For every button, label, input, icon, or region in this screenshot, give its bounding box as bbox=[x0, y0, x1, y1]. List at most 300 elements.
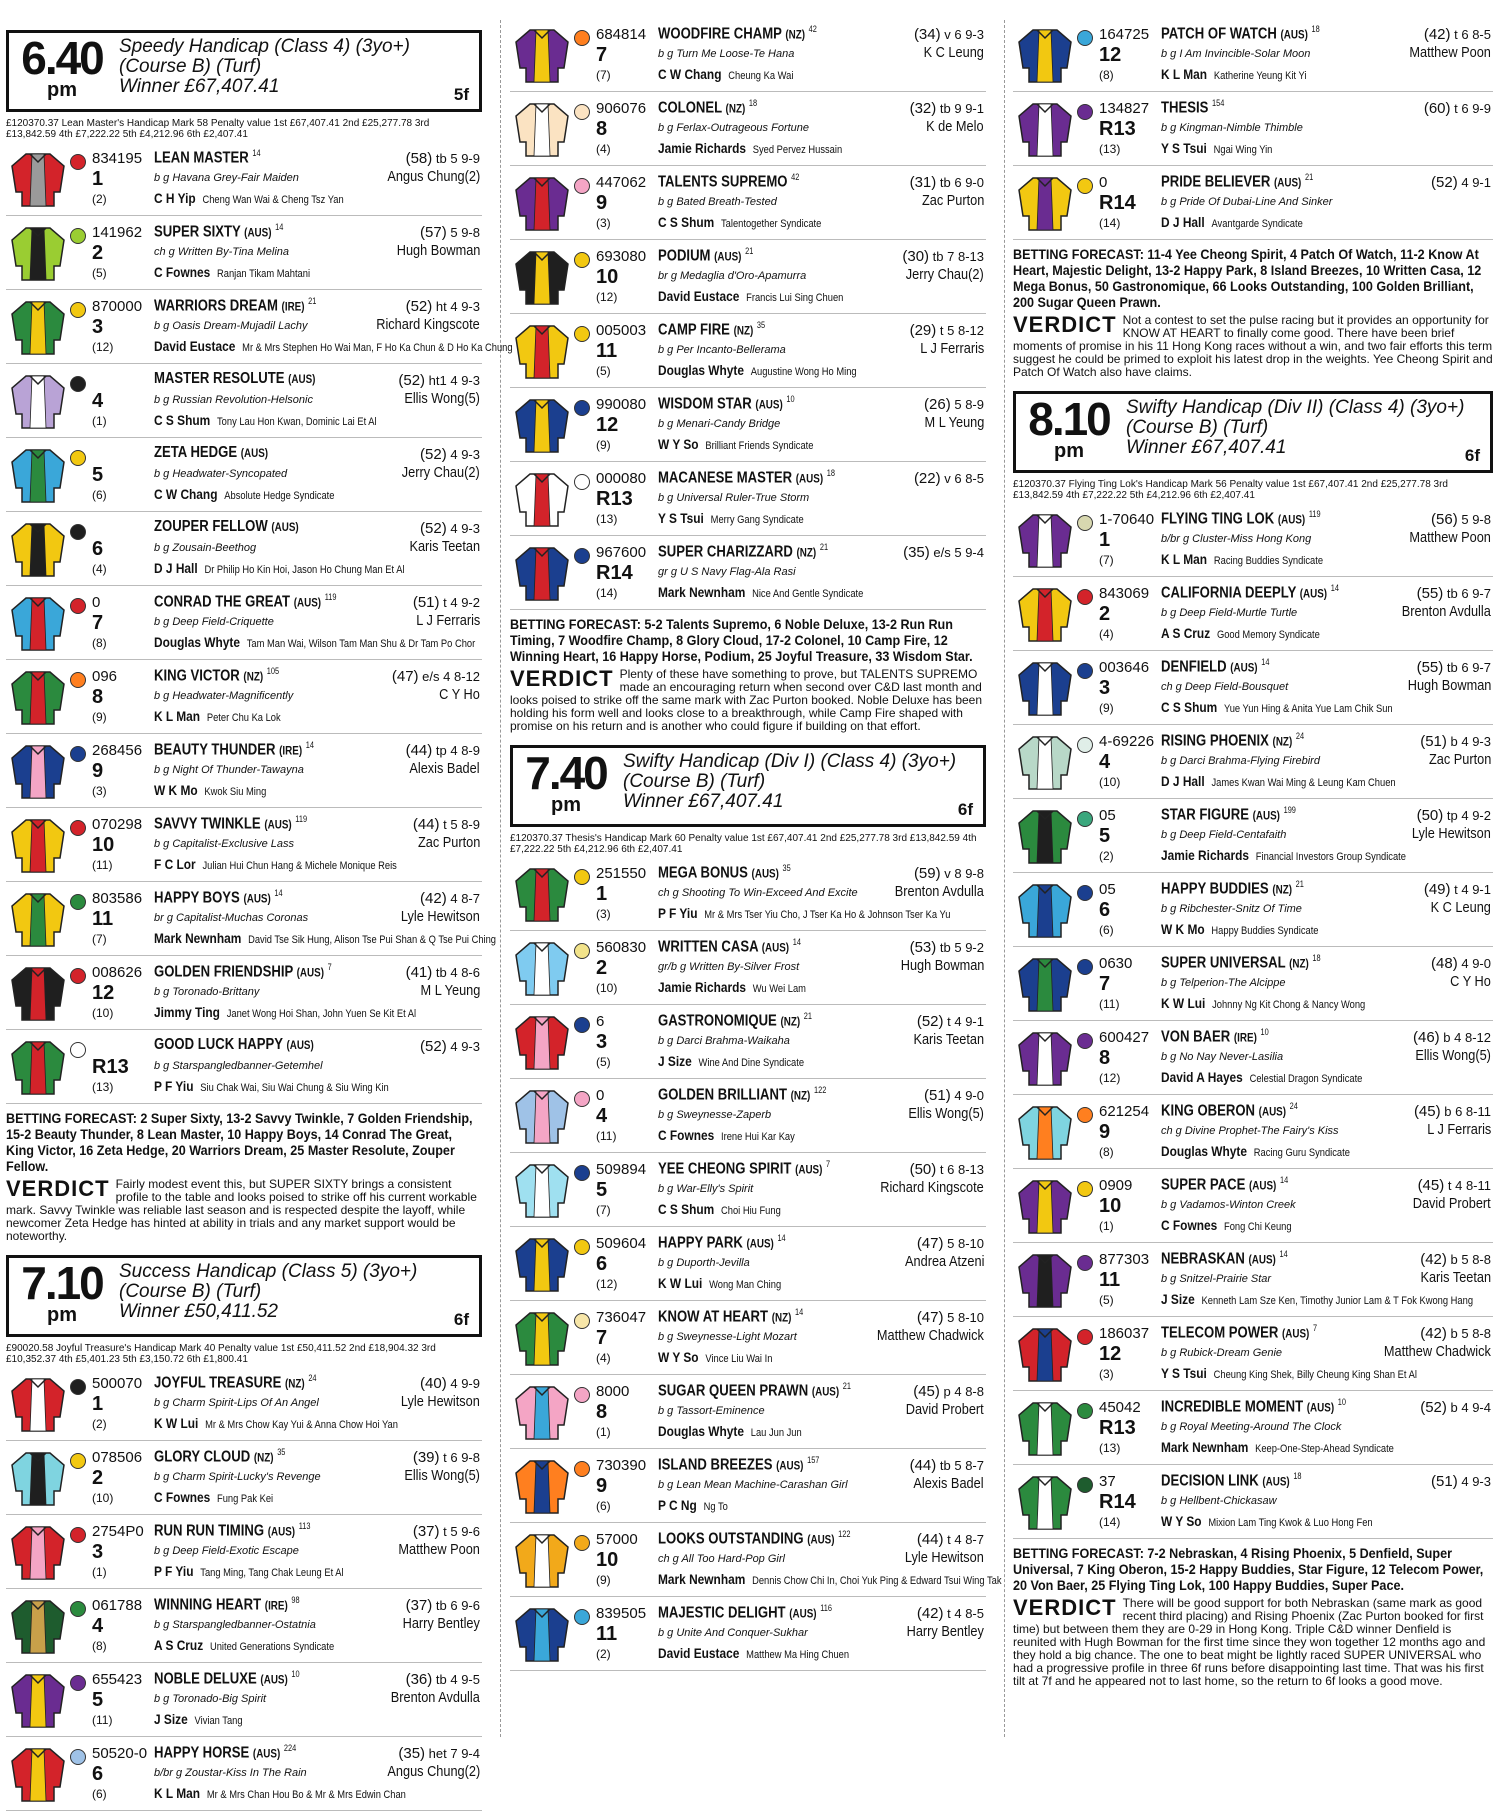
cap-icon bbox=[70, 1042, 86, 1058]
days-since-run: 14 bbox=[305, 740, 314, 750]
jockey-silks-icon bbox=[8, 888, 68, 948]
runner-row bbox=[510, 92, 986, 166]
days-since-run: 18 bbox=[826, 468, 835, 478]
barrier-draw: (2) bbox=[1099, 849, 1114, 863]
trainer-text: Jamie Richards bbox=[1161, 847, 1249, 863]
age-weight: tb 6 9-7 bbox=[1446, 586, 1491, 601]
owner-name: Financial Investors Group Syndicate bbox=[1255, 851, 1406, 863]
saddle-cloth-number: 5 bbox=[1099, 825, 1111, 847]
barrier-draw: (8) bbox=[92, 636, 107, 650]
days-since-run: 199 bbox=[1283, 805, 1296, 815]
form-figures: 005003 bbox=[596, 322, 647, 339]
trainer-text: P F Yiu bbox=[658, 905, 698, 921]
days-since-run: 14 bbox=[1279, 1249, 1288, 1259]
jockey-silks-icon bbox=[512, 24, 572, 84]
barrier-draw: (4) bbox=[596, 142, 611, 156]
barrier-draw: (8) bbox=[1099, 1145, 1114, 1159]
owner-name: Yue Yun Hing & Anita Yue Lam Chik Sun bbox=[1224, 703, 1393, 715]
official-rating: (51) bbox=[924, 1087, 951, 1104]
horse-name bbox=[154, 296, 316, 315]
days-since-run: 119 bbox=[324, 592, 337, 602]
rating-age-weight bbox=[1431, 955, 1491, 972]
age-weight: b 5 8-8 bbox=[1450, 1326, 1491, 1341]
saddle-cloth-number: R14 bbox=[596, 562, 633, 584]
trainer-text: David Eustace bbox=[154, 338, 236, 354]
official-rating: (52) bbox=[1420, 1399, 1447, 1416]
verdict bbox=[6, 1178, 482, 1243]
horse-name bbox=[154, 148, 261, 167]
rating-age-weight bbox=[1417, 807, 1491, 824]
age-weight: 4 9-3 bbox=[1461, 1474, 1491, 1489]
saddle-cloth-number: 2 bbox=[92, 242, 104, 264]
days-since-run: 10 bbox=[291, 1669, 300, 1679]
official-rating: (32) bbox=[909, 100, 937, 117]
runner-row bbox=[6, 438, 482, 512]
cap-icon bbox=[1077, 1477, 1093, 1493]
jockey-name: Zac Purton bbox=[417, 834, 480, 851]
horse-name-text: TALENTS SUPREMO bbox=[658, 173, 788, 191]
cap-icon bbox=[574, 104, 590, 120]
horse-name bbox=[658, 98, 757, 117]
horse-name-text: DENFIELD bbox=[1161, 658, 1227, 676]
rating-age-weight bbox=[420, 224, 480, 241]
verdict bbox=[1013, 1597, 1493, 1688]
horse-name-text: SUPER SIXTY bbox=[154, 223, 241, 241]
age-weight: b 4 8-12 bbox=[1443, 1030, 1491, 1045]
jockey-silks-icon bbox=[8, 1743, 68, 1803]
jockey-silks-icon bbox=[1015, 1397, 1075, 1457]
cap-icon bbox=[1077, 104, 1093, 120]
barrier-draw: (12) bbox=[1099, 1071, 1121, 1085]
jockey-name: Ellis Wong(5) bbox=[404, 390, 480, 407]
rating-age-weight bbox=[917, 1013, 984, 1030]
race-distance: 6f bbox=[957, 800, 973, 819]
jockey-name: Lyle Hewitson bbox=[401, 1393, 480, 1410]
rating-age-weight bbox=[910, 1457, 984, 1474]
horse-country: (NZ) bbox=[790, 1088, 811, 1103]
jockey-name: Harry Bentley bbox=[906, 1623, 984, 1640]
cap-icon bbox=[70, 1453, 86, 1469]
saddle-cloth-number: 3 bbox=[1099, 677, 1111, 699]
trainer-text: K W Lui bbox=[658, 1275, 703, 1291]
barrier-draw: (5) bbox=[1099, 1293, 1114, 1307]
jockey-name: Andrea Atzeni bbox=[904, 1253, 984, 1270]
saddle-cloth-number: 7 bbox=[1099, 973, 1111, 995]
barrier-draw: (14) bbox=[596, 586, 618, 600]
age-weight: p 4 8-8 bbox=[943, 1384, 984, 1399]
official-rating: (36) bbox=[405, 1671, 433, 1688]
trainer-name bbox=[658, 214, 821, 230]
trainer-name bbox=[154, 782, 266, 798]
owner-name: Fong Chi Keung bbox=[1224, 1221, 1292, 1233]
jockey-silks-icon bbox=[8, 1595, 68, 1655]
breeding: b g Deep Field-Centafaith bbox=[1161, 829, 1287, 841]
owner-name: Brilliant Friends Syndicate bbox=[705, 440, 814, 452]
form-figures: 061788 bbox=[92, 1597, 143, 1614]
saddle-cloth-number: R13 bbox=[596, 488, 633, 510]
trainer-name bbox=[154, 1489, 273, 1505]
trainer-text: W K Mo bbox=[154, 782, 198, 798]
cap-icon bbox=[1077, 1255, 1093, 1271]
horse-name-text: SUPER UNIVERSAL bbox=[1161, 954, 1286, 972]
official-rating: (37) bbox=[405, 1597, 433, 1614]
trainer-name bbox=[154, 1004, 416, 1020]
breeding: b g Bated Breath-Tested bbox=[658, 196, 777, 208]
horse-name-text: SUGAR QUEEN PRAWN bbox=[658, 1382, 809, 1400]
trainer-text: F C Lor bbox=[154, 856, 196, 872]
horse-country: (AUS) bbox=[1252, 808, 1280, 823]
cap-icon bbox=[574, 1535, 590, 1551]
form-figures: 0909 bbox=[1099, 1177, 1133, 1194]
horse-country: (NZ) bbox=[771, 1310, 792, 1325]
jockey-silks-icon bbox=[512, 246, 572, 306]
rating-age-weight bbox=[917, 1309, 984, 1326]
horse-name-text: WINNING HEART bbox=[154, 1596, 262, 1614]
jockey-silks-icon bbox=[1015, 583, 1075, 643]
owner-name: Keep-One-Step-Ahead Syndicate bbox=[1255, 1443, 1394, 1455]
trainer-name bbox=[154, 1637, 334, 1653]
horse-name bbox=[1161, 1397, 1346, 1416]
owner-name: Absolute Hedge Syndicate bbox=[224, 490, 335, 502]
breeding: b/br g Zoustar-Kiss In The Rain bbox=[154, 1767, 307, 1779]
barrier-draw: (6) bbox=[92, 488, 107, 502]
jockey-silks-icon bbox=[1015, 98, 1075, 158]
race-header bbox=[510, 745, 986, 827]
runner-row bbox=[510, 1375, 986, 1449]
breeding: b g Turn Me Loose-Te Hana bbox=[658, 48, 795, 60]
days-since-run: 122 bbox=[838, 1529, 851, 1539]
breeding: b g Menari-Candy Bridge bbox=[658, 418, 781, 430]
days-since-run: 18 bbox=[1312, 953, 1321, 963]
saddle-cloth-number: 1 bbox=[596, 883, 608, 905]
runner-row bbox=[6, 734, 482, 808]
saddle-cloth-number: 10 bbox=[92, 834, 115, 856]
horse-name bbox=[154, 1595, 300, 1614]
jockey-silks-icon bbox=[8, 666, 68, 726]
breeding: b g Ribchester-Snitz Of Time bbox=[1161, 903, 1302, 915]
days-since-run: 10 bbox=[1337, 1397, 1346, 1407]
trainer-name bbox=[658, 140, 842, 156]
owner-name: Racing Buddies Syndicate bbox=[1213, 555, 1324, 567]
owner-name: Ng To bbox=[703, 1501, 728, 1513]
horse-name bbox=[1161, 509, 1321, 528]
horse-name bbox=[154, 1521, 310, 1540]
form-figures: 6 bbox=[596, 1013, 605, 1030]
runner-row bbox=[510, 314, 986, 388]
trainer-text: David A Hayes bbox=[1161, 1069, 1243, 1085]
days-since-run: 42 bbox=[791, 172, 800, 182]
horse-country: (AUS) bbox=[243, 891, 271, 906]
race-name: Swifty Handicap (Div II) (Class 4) (3yo+) (Course B) (Turf) bbox=[1126, 397, 1465, 438]
days-since-run: 21 bbox=[1295, 879, 1304, 889]
jockey-silks-icon bbox=[512, 1233, 572, 1293]
horse-country: (AUS) bbox=[1282, 1326, 1310, 1341]
runner-row bbox=[6, 586, 482, 660]
jockey-silks-icon bbox=[1015, 879, 1075, 939]
runner-row bbox=[1013, 1095, 1493, 1169]
rating-age-weight bbox=[1420, 1251, 1491, 1268]
form-figures: 1-70640 bbox=[1099, 511, 1155, 528]
trainer-text: Douglas Whyte bbox=[658, 1423, 744, 1439]
jockey-silks-icon bbox=[1015, 509, 1075, 569]
age-weight: b 4 9-3 bbox=[1450, 734, 1491, 749]
race-time-number: 6.40 bbox=[21, 32, 103, 84]
form-figures: 0 bbox=[596, 1087, 605, 1104]
horse-name-text: STAR FIGURE bbox=[1161, 806, 1249, 824]
rating-age-weight bbox=[910, 1161, 984, 1178]
trainer-text: Jimmy Ting bbox=[154, 1004, 220, 1020]
horse-name-text: MASTER RESOLUTE bbox=[154, 370, 285, 387]
horse-country: (AUS) bbox=[1248, 1252, 1276, 1267]
horse-name bbox=[658, 863, 791, 882]
days-since-run: 21 bbox=[745, 246, 754, 256]
horse-name-text: GOLDEN FRIENDSHIP bbox=[154, 963, 293, 981]
owner-name: Katherine Yeung Kit Yi bbox=[1213, 70, 1307, 82]
trainer-name bbox=[154, 412, 377, 428]
jockey-silks-icon bbox=[8, 1669, 68, 1729]
trainer-text: P F Yiu bbox=[154, 1078, 194, 1094]
official-rating: (42) bbox=[1420, 1325, 1447, 1342]
cap-icon bbox=[70, 450, 86, 466]
jockey-name: Zac Purton bbox=[1428, 751, 1491, 768]
trainer-text: D J Hall bbox=[1161, 214, 1205, 230]
official-rating: (29) bbox=[909, 322, 937, 339]
form-figures: 655423 bbox=[92, 1671, 143, 1688]
age-weight: t 4 9-1 bbox=[947, 1014, 984, 1029]
days-since-run: 14 bbox=[274, 888, 283, 898]
form-figures: 45042 bbox=[1099, 1399, 1141, 1416]
age-weight: t 5 8-9 bbox=[443, 817, 480, 832]
breeding: b g Charm Spirit-Lips Of An Angel bbox=[154, 1397, 319, 1409]
form-figures: 730390 bbox=[596, 1457, 647, 1474]
horse-name bbox=[1161, 1471, 1302, 1490]
horse-name bbox=[658, 24, 817, 43]
jockey-name: Harry Bentley bbox=[402, 1615, 480, 1632]
trainer-text: C Fownes bbox=[658, 1127, 715, 1143]
saddle-cloth-number: 11 bbox=[596, 340, 618, 362]
rating-age-weight bbox=[924, 1087, 984, 1104]
runner-row bbox=[510, 536, 986, 610]
trainer-text: Mark Newnham bbox=[154, 930, 242, 946]
horse-name bbox=[154, 1669, 300, 1688]
cap-icon bbox=[70, 376, 86, 392]
days-since-run: 24 bbox=[1289, 1101, 1298, 1111]
barrier-draw: (6) bbox=[596, 1499, 611, 1513]
rating-age-weight bbox=[910, 322, 984, 339]
jockey-silks-icon bbox=[1015, 1175, 1075, 1235]
cap-icon bbox=[70, 746, 86, 762]
days-since-run: 14 bbox=[795, 1307, 804, 1317]
horse-name-text: KING VICTOR bbox=[154, 667, 240, 685]
owner-name: Vince Liu Wai In bbox=[705, 1353, 773, 1365]
horse-name-text: NEBRASKAN bbox=[1161, 1250, 1245, 1268]
trainer-name bbox=[1161, 140, 1272, 156]
owner-name: Syed Pervez Hussain bbox=[752, 144, 843, 156]
official-rating: (47) bbox=[916, 1235, 944, 1252]
jockey-silks-icon bbox=[8, 370, 68, 430]
age-weight: 4 9-3 bbox=[450, 521, 480, 536]
horse-name bbox=[1161, 98, 1224, 117]
horse-name-text: CAMP FIRE bbox=[658, 321, 730, 339]
jockey-silks-icon bbox=[8, 518, 68, 578]
cap-icon bbox=[574, 1017, 590, 1033]
horse-name-text: GOLDEN BRILLIANT bbox=[658, 1086, 788, 1104]
trainer-text: Douglas Whyte bbox=[154, 634, 240, 650]
jockey-name: M L Yeung bbox=[924, 414, 984, 431]
barrier-draw: (7) bbox=[596, 68, 611, 82]
race-header bbox=[6, 30, 482, 112]
owner-name: Tony Lau Hon Kwan, Dominic Lai Et Al bbox=[217, 416, 377, 428]
jockey-silks-icon bbox=[512, 1307, 572, 1367]
age-weight: t 4 8-7 bbox=[947, 1532, 984, 1547]
verdict bbox=[1013, 314, 1493, 379]
saddle-cloth-number: 6 bbox=[596, 1253, 608, 1275]
form-figures: 2754P0 bbox=[92, 1523, 144, 1540]
breeding: b g Darci Brahma-Waikaha bbox=[658, 1035, 790, 1047]
trainer-name bbox=[658, 1275, 781, 1291]
owner-name: Mr & Mrs Chow Kay Yui & Anna Chow Hoi Yan bbox=[205, 1419, 398, 1431]
cap-icon bbox=[574, 326, 590, 342]
cap-icon bbox=[70, 1601, 86, 1617]
runner-row bbox=[6, 364, 482, 438]
cap-icon bbox=[574, 1165, 590, 1181]
runner-row bbox=[1013, 577, 1493, 651]
verdict-text: There will be good support for both Nebraskan (same mark as good recent third placing) and Rising Phoenix (Zac Purton booked for first time) but between them they are 0-29 in Hong Kong. Triple C&D winner Denfield is reunited with Hugh Bowman for the first time since they won together 12 months ago and they hold a big chance. The one to beat might be lightly raced SUPER UNIVERSAL who had a progressive profile in three 6f runs before disappointing last time. That was his first tilt at 7f and he appeared not to last home, so the return to 6f looks a good move. bbox=[1013, 1596, 1486, 1688]
jockey-silks-icon bbox=[8, 148, 68, 208]
form-figures: 736047 bbox=[596, 1309, 647, 1326]
official-rating: (35) bbox=[398, 1745, 426, 1762]
horse-name-text: WOODFIRE CHAMP bbox=[658, 25, 782, 43]
owner-name: Francis Lui Sing Chuen bbox=[746, 292, 844, 304]
barrier-draw: (14) bbox=[1099, 1515, 1121, 1529]
jockey-name: Jerry Chau(2) bbox=[402, 464, 480, 481]
owner-name: Tang Ming, Tang Chak Leung Et Al bbox=[200, 1567, 344, 1579]
form-figures: 186037 bbox=[1099, 1325, 1150, 1342]
rating-age-weight bbox=[406, 1671, 480, 1688]
barrier-draw: (11) bbox=[92, 858, 113, 872]
barrier-draw: (1) bbox=[596, 1425, 611, 1439]
form-figures: 684814 bbox=[596, 26, 647, 43]
saddle-cloth-number: 9 bbox=[596, 1475, 608, 1497]
trainer-text: K L Man bbox=[154, 708, 201, 724]
jockey-name: Matthew Poon bbox=[1409, 529, 1491, 546]
runner-row bbox=[510, 388, 986, 462]
cap-icon bbox=[574, 869, 590, 885]
horse-name bbox=[658, 1085, 826, 1104]
rating-age-weight bbox=[917, 1235, 984, 1252]
horse-name bbox=[1161, 1101, 1298, 1120]
saddle-cloth-number: 3 bbox=[92, 1541, 104, 1563]
horse-name-text: WARRIORS DREAM bbox=[154, 297, 278, 315]
column-2 bbox=[510, 18, 1002, 1671]
official-rating: (26) bbox=[924, 396, 951, 413]
form-figures: 05 bbox=[1099, 881, 1116, 898]
jockey-name: Lyle Hewitson bbox=[401, 908, 480, 925]
breeding: b g Darci Brahma-Flying Firebird bbox=[1161, 755, 1320, 767]
breeding: b g Headwater-Syncopated bbox=[154, 468, 288, 480]
horse-name-text: HAPPY BOYS bbox=[154, 889, 240, 907]
horse-name-text: THESIS bbox=[1161, 99, 1209, 117]
rating-age-weight bbox=[910, 939, 984, 956]
breeding: b g Pride Of Dubai-Line And Sinker bbox=[1161, 196, 1333, 208]
horse-name bbox=[658, 1233, 786, 1252]
owner-name: Celestial Dragon Syndicate bbox=[1249, 1073, 1363, 1085]
breeding: b g Oasis Dream-Mujadil Lachy bbox=[154, 320, 308, 332]
horse-name bbox=[658, 468, 835, 487]
age-weight: tb 6 9-0 bbox=[939, 175, 984, 190]
barrier-draw: (1) bbox=[92, 1565, 107, 1579]
jockey-name: L J Ferraris bbox=[919, 340, 984, 357]
barrier-draw: (2) bbox=[92, 1417, 107, 1431]
jockey-silks-icon bbox=[1015, 1323, 1075, 1383]
breeding: b/br g Cluster-Miss Hong Kong bbox=[1161, 533, 1312, 545]
race-time-number: 7.40 bbox=[525, 747, 607, 799]
trainer-text: Mark Newnham bbox=[658, 584, 746, 600]
horse-name bbox=[658, 172, 799, 191]
breeding: b g Charm Spirit-Lucky's Revenge bbox=[154, 1471, 321, 1483]
jockey-silks-icon bbox=[512, 172, 572, 232]
horse-country: (AUS) bbox=[746, 1236, 774, 1251]
horse-name-text: TELECOM POWER bbox=[1161, 1324, 1279, 1342]
breeding: b g Russian Revolution-Helsonic bbox=[154, 394, 313, 406]
trainer-text: W Y So bbox=[658, 436, 699, 452]
runner-row bbox=[6, 1030, 482, 1104]
form-figures: 0630 bbox=[1099, 955, 1133, 972]
cap-icon bbox=[1077, 589, 1093, 605]
runner-row bbox=[1013, 503, 1493, 577]
horse-name-text: MAJESTIC DELIGHT bbox=[658, 1604, 786, 1622]
trainer-name bbox=[1161, 1439, 1394, 1455]
runner-row bbox=[1013, 1243, 1493, 1317]
rating-age-weight bbox=[1414, 1103, 1491, 1120]
saddle-cloth-number: 9 bbox=[92, 760, 104, 782]
jockey-name: Matthew Chadwick bbox=[1383, 1343, 1491, 1360]
horse-name bbox=[1161, 805, 1296, 824]
cap-icon bbox=[70, 1675, 86, 1691]
horse-country: (NZ) bbox=[733, 323, 754, 338]
barrier-draw: (3) bbox=[92, 784, 107, 798]
race-name: Success Handicap (Class 5) (3yo+) (Course B) (Turf) bbox=[119, 1261, 418, 1302]
barrier-draw: (9) bbox=[596, 1573, 611, 1587]
horse-name-text: FLYING TING LOK bbox=[1161, 510, 1275, 528]
rating-age-weight bbox=[914, 865, 984, 882]
race-header bbox=[6, 1255, 482, 1337]
trainer-text: C W Chang bbox=[658, 66, 722, 82]
form-figures: 000080 bbox=[596, 470, 647, 487]
breeding: ch g Written By-Tina Melina bbox=[154, 246, 290, 258]
horse-country: (AUS) bbox=[271, 520, 299, 534]
saddle-cloth-number: 3 bbox=[92, 316, 104, 338]
rating-age-weight bbox=[910, 174, 984, 191]
horse-name bbox=[658, 320, 765, 339]
jockey-name: M L Yeung bbox=[420, 982, 480, 999]
form-figures: 164725 bbox=[1099, 26, 1150, 43]
trainer-text: W Y So bbox=[1161, 1513, 1202, 1529]
barrier-draw: (1) bbox=[1099, 1219, 1114, 1233]
age-weight: t 6 8-13 bbox=[939, 1162, 984, 1177]
horse-name bbox=[154, 518, 299, 536]
age-weight: 5 9-8 bbox=[450, 225, 480, 240]
form-figures: 8000 bbox=[596, 1383, 630, 1400]
trainer-name bbox=[658, 288, 843, 304]
form-figures: 50520-0 bbox=[92, 1745, 148, 1762]
cap-icon bbox=[1077, 959, 1093, 975]
official-rating: (55) bbox=[1416, 659, 1444, 676]
horse-name bbox=[658, 1307, 803, 1326]
saddle-cloth-number: 12 bbox=[596, 414, 619, 436]
horse-name-text: SUPER PACE bbox=[1161, 1176, 1246, 1194]
form-figures: 906076 bbox=[596, 100, 647, 117]
